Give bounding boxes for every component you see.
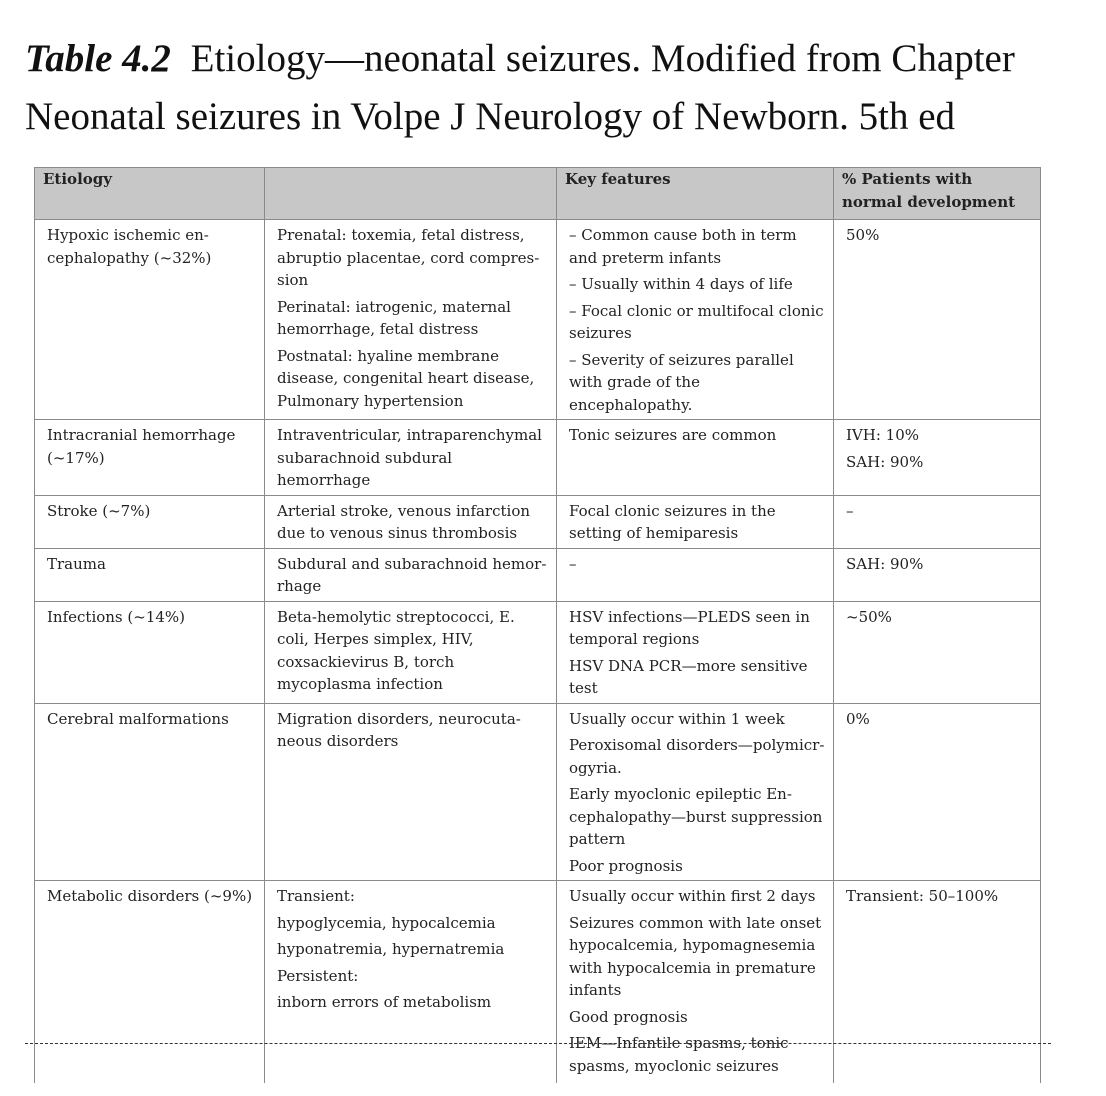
cell-text: Hypoxic ischemic encephalopathy (~32%) — [47, 226, 212, 267]
cell-text: SAH: 90% — [846, 452, 924, 471]
cell-text: Arterial stroke, venous infarction due to venous sinus thrombosis — [277, 501, 531, 542]
key-features-cell — [557, 548, 834, 601]
causes-cell — [265, 601, 557, 703]
cell-text: Poor prognosis — [569, 856, 683, 875]
cell-text: HSV DNA PCR—more sensitive test — [569, 656, 808, 697]
cell-text: Perinatal: iatrogenic, maternal hemorrhage, fetal distress — [277, 297, 511, 338]
table-title — [25, 30, 1095, 146]
causes-cell — [265, 495, 557, 548]
normal-development-cell — [834, 220, 1041, 420]
etiology-cell — [35, 601, 265, 703]
cell-text: Intracranial hemorrhage (~17%) — [47, 426, 236, 467]
cell-text: Prenatal: toxemia, fetal distress, abruptio placentae, cord compression — [277, 226, 540, 289]
cell-text: 50% — [846, 226, 880, 244]
etiology-cell — [35, 881, 265, 1084]
header-normal-development: % Patients with normal development — [834, 168, 1041, 220]
cell-text: Subdural and subarachnoid hemorrhage — [277, 554, 547, 595]
causes-cell — [265, 703, 557, 881]
cell-text: – Focal clonic or multifocal clonic seizures — [569, 301, 824, 342]
cell-text: Transient: 50–100% — [846, 887, 999, 905]
cell-text: Transient: — [277, 887, 355, 905]
header-row — [35, 168, 1041, 220]
table-row — [35, 601, 1041, 703]
etiology-cell — [35, 495, 265, 548]
cell-text: Beta-hemolytic streptococci, E. coli, Herpes simplex, HIV, coxsackievirus B, torch mycoplasma infection — [277, 607, 515, 693]
cell-text: hypoglycemia, hypocalcemia — [277, 913, 496, 932]
table-row — [35, 703, 1041, 881]
key-features-cell — [557, 495, 834, 548]
cell-text: IEM—Infantile spasms, tonic spasms, myoclonic seizures — [569, 1034, 789, 1075]
table-caption: Etiology—neonatal seizures. Modified from Chapter Neonatal seizures in Volpe J Neurology of Newborn. 5th ed — [25, 37, 1015, 138]
key-features-cell — [557, 703, 834, 881]
cell-text: inborn errors of metabolism — [277, 993, 492, 1011]
key-features-cell — [557, 420, 834, 496]
causes-cell — [265, 881, 557, 1084]
key-features-cell — [557, 601, 834, 703]
cell-text: 0% — [846, 709, 870, 728]
cell-text: Seizures common with late onset hypocalcemia, hypomagnesemia with hypocalcemia in premature infants — [569, 913, 822, 999]
table-row — [35, 548, 1041, 601]
etiology-cell — [35, 548, 265, 601]
etiology-table — [34, 167, 1041, 1083]
causes-cell — [265, 420, 557, 496]
causes-cell — [265, 220, 557, 420]
cell-text: Early myoclonic epileptic Encephalopathy—burst suppression pattern — [569, 785, 823, 848]
header-etiology: Etiology — [35, 168, 265, 220]
cell-text: ~50% — [846, 607, 892, 626]
cell-text: Usually occur within 1 week — [569, 709, 785, 728]
cell-text: Stroke (~7%) — [47, 501, 151, 520]
cell-text: Postnatal: hyaline membrane disease, congenital heart disease, Pulmonary hypertension — [277, 346, 535, 410]
table-row — [35, 220, 1041, 420]
cell-text: HSV infections—PLEDS seen in temporal regions — [569, 607, 810, 648]
normal-development-cell — [834, 548, 1041, 601]
cell-text: Good prognosis — [569, 1007, 688, 1026]
cell-text: Persistent: — [277, 966, 359, 985]
key-features-cell — [557, 220, 834, 420]
cell-text: Migration disorders, neurocutaneous disorders — [277, 709, 521, 750]
etiology-cell — [35, 420, 265, 496]
etiology-cell — [35, 220, 265, 420]
cell-text: – — [846, 501, 854, 520]
normal-development-cell — [834, 703, 1041, 881]
cell-text: Trauma — [47, 554, 106, 573]
cell-text: Cerebral malformations — [47, 709, 229, 728]
cell-text: – Usually within 4 days of life — [569, 275, 793, 293]
cell-text: Focal clonic seizures in the setting of hemiparesis — [569, 501, 776, 542]
cell-text: – — [569, 554, 577, 573]
cell-text: Intraventricular, intraparenchymal subarachnoid subdural hemorrhage — [277, 426, 542, 489]
table-body — [35, 220, 1041, 1084]
key-features-cell — [557, 881, 834, 1084]
causes-cell — [265, 548, 557, 601]
normal-development-cell — [834, 601, 1041, 703]
normal-development-cell — [834, 420, 1041, 496]
dashed-divider — [25, 1043, 1051, 1044]
normal-development-cell — [834, 495, 1041, 548]
table-row — [35, 420, 1041, 496]
table-label: Table 4.2 — [25, 37, 171, 80]
cell-text: hyponatremia, hypernatremia — [277, 940, 505, 958]
cell-text: Usually occur within first 2 days — [569, 887, 816, 905]
table-row — [35, 881, 1041, 1084]
etiology-cell — [35, 703, 265, 881]
table-row — [35, 495, 1041, 548]
cell-text: – Common cause both in term and preterm infants — [569, 226, 797, 267]
header-blank — [265, 168, 557, 220]
cell-text: IVH: 10% — [846, 426, 920, 444]
cell-text: – Severity of seizures parallel with grade of the encephalopathy. — [569, 350, 794, 414]
cell-text: Infections (~14%) — [47, 607, 186, 626]
cell-text: Tonic seizures are common — [569, 426, 777, 444]
header-key-features: Key features — [557, 168, 834, 220]
cell-text: Metabolic disorders (~9%) — [47, 887, 253, 905]
cell-text: Peroxisomal disorders—polymicrogyria. — [569, 736, 825, 777]
normal-development-cell — [834, 881, 1041, 1084]
cell-text: SAH: 90% — [846, 554, 924, 573]
